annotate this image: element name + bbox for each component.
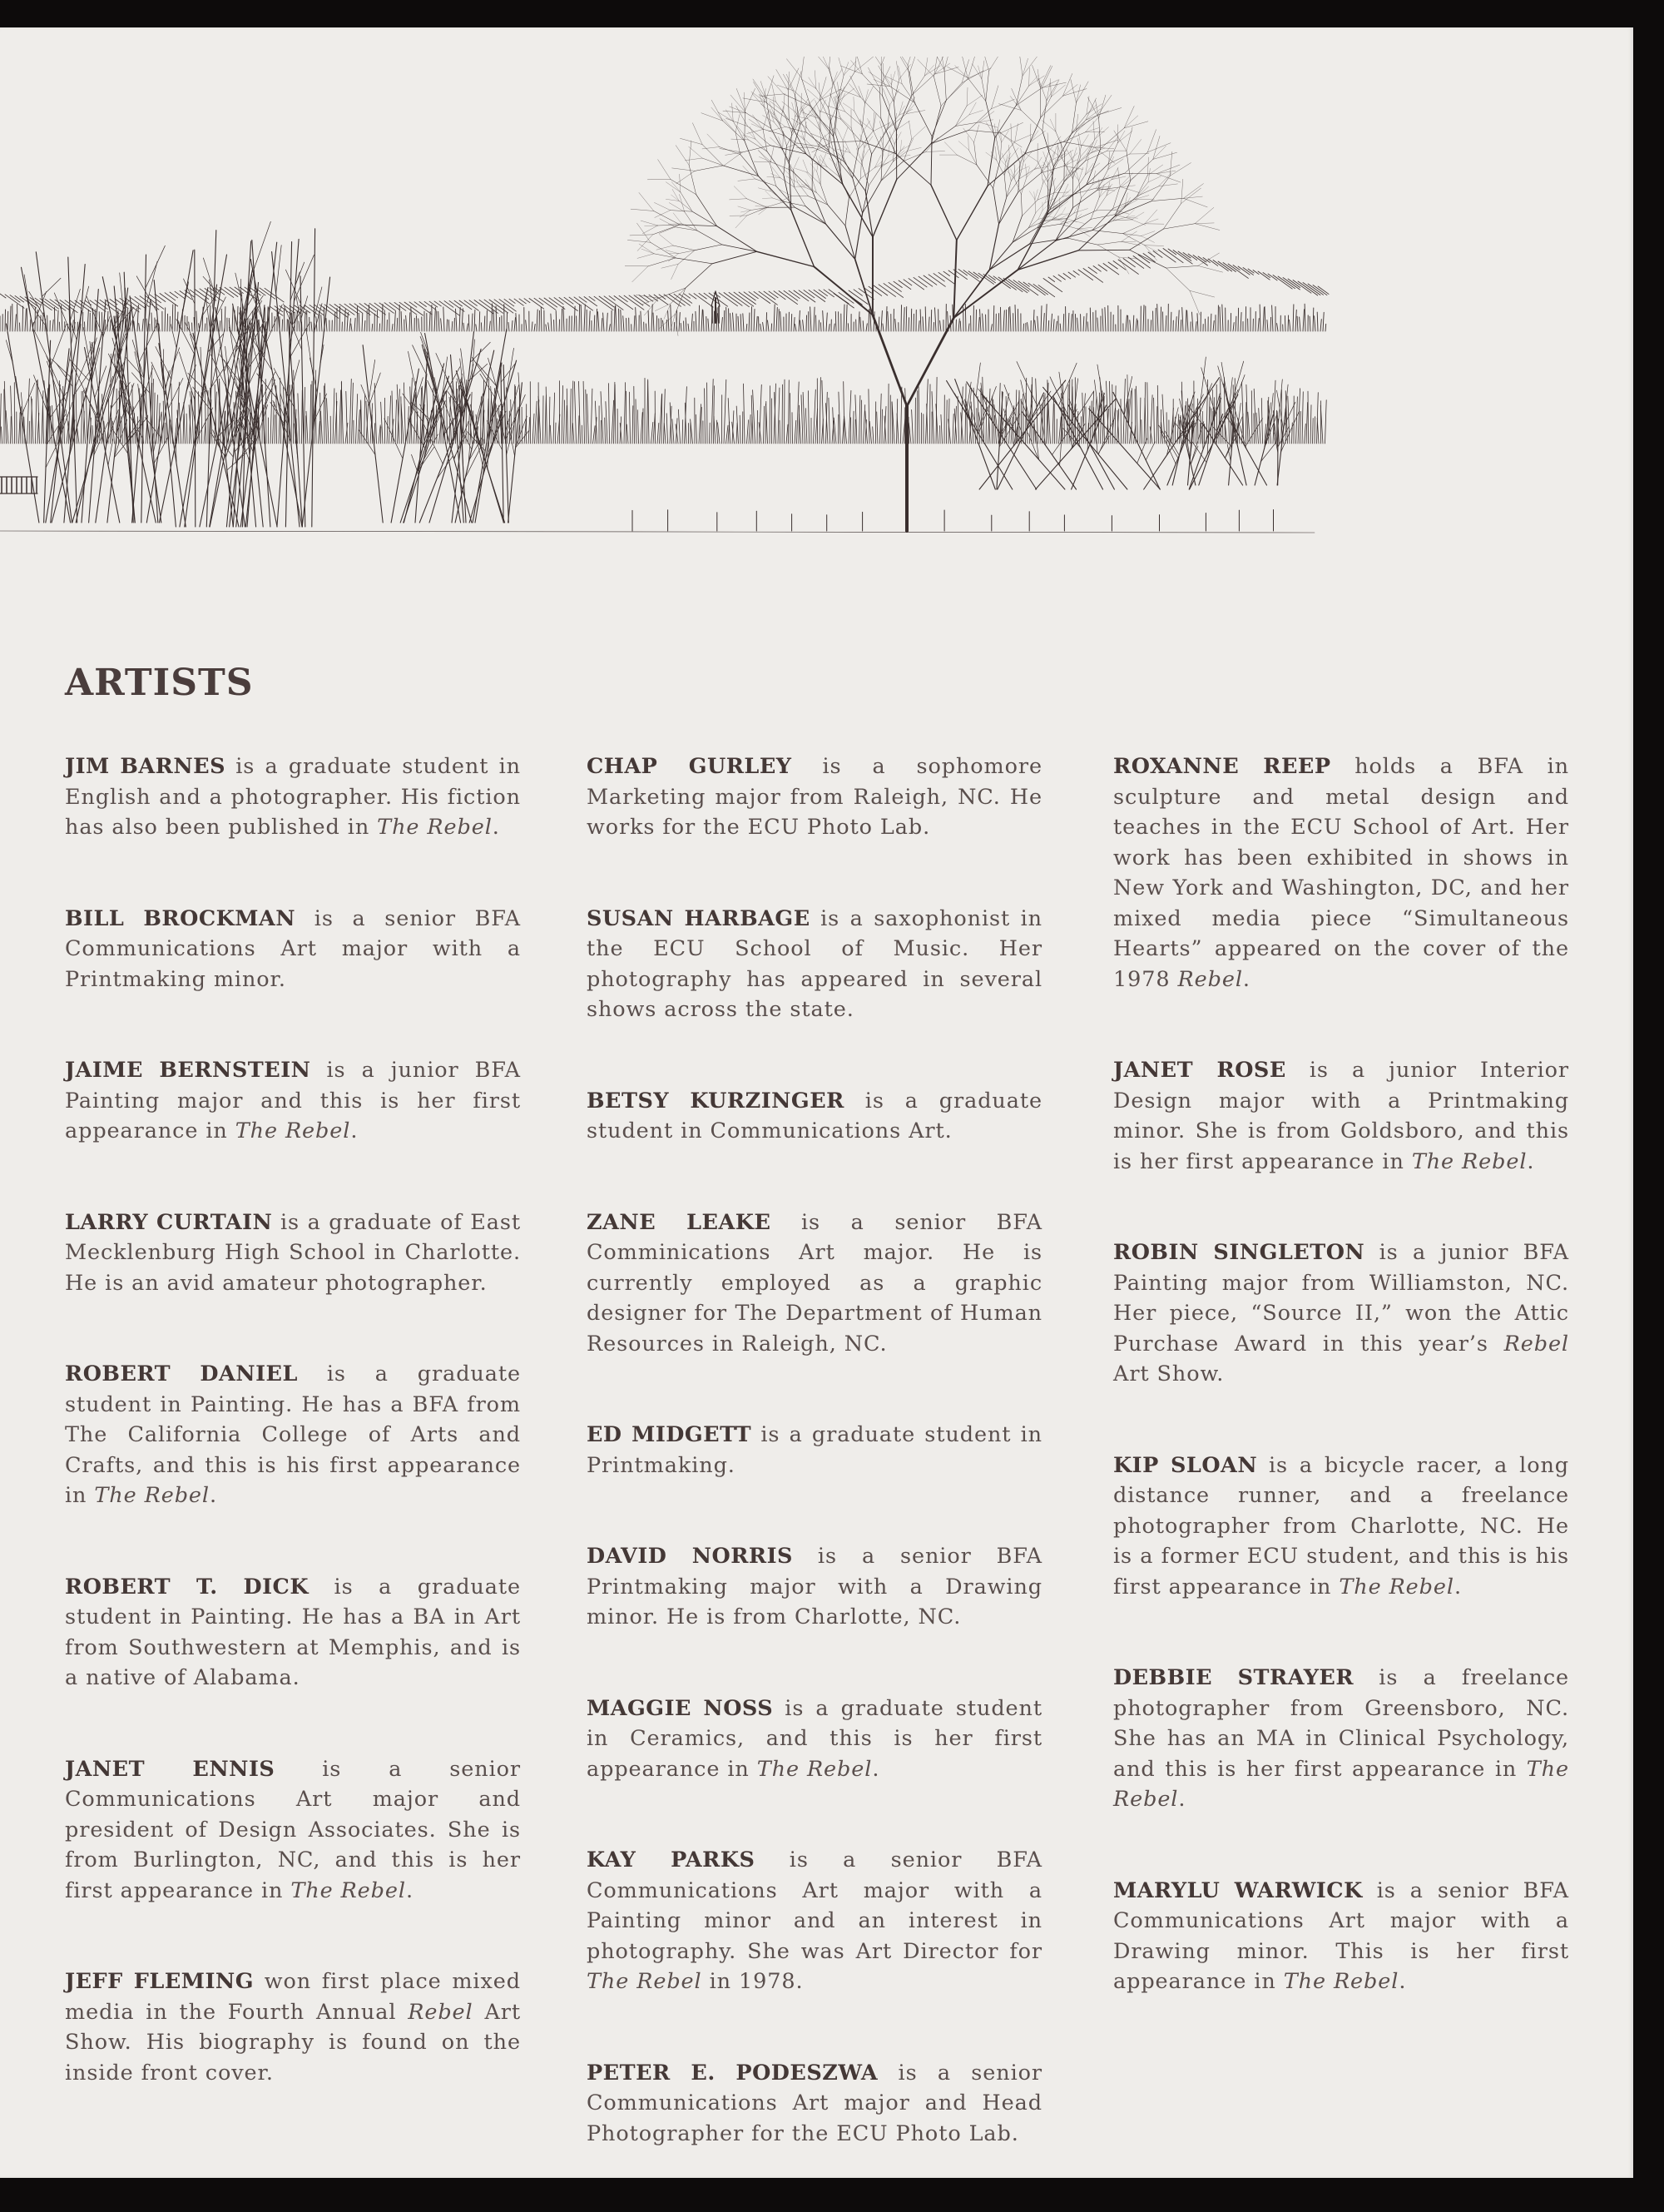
artist-bio-text: . xyxy=(1527,1148,1535,1174)
artist-name: DAVID NORRIS xyxy=(587,1544,793,1569)
artist-entry xyxy=(65,1754,521,1907)
artist-bio-text: is a senior Communications Art major and Head Photographer for the ECU Photo Lab. xyxy=(587,2060,1043,2146)
publication-title: The Rebel xyxy=(1113,1756,1569,1812)
artist-bio-text: is a graduate student in Ceramics, and this is her first appearance in xyxy=(587,1695,1042,1782)
artist-bio-text: . xyxy=(405,1877,414,1903)
artist-entry xyxy=(65,1208,521,1299)
artist-name: ROBERT T. DICK xyxy=(65,1574,310,1599)
artist-name: JAIME BERNSTEIN xyxy=(65,1058,311,1083)
artist-bio-text: is a graduate of East Mecklenburg High School in Charlotte. He is an avid amateur photographer. xyxy=(65,1209,521,1296)
artist-entry xyxy=(1113,1055,1569,1177)
artist-entry xyxy=(587,1694,1042,1785)
artist-entry xyxy=(1113,1237,1569,1390)
artist-entry xyxy=(65,1055,521,1147)
publication-title: The Rebel xyxy=(587,1969,702,1994)
artist-bio-text: Art Show. His biography is found on the inside front cover. xyxy=(65,1999,521,2086)
artist-name: PETER E. PODESZWA xyxy=(587,2060,879,2086)
artist-bio-text: . xyxy=(1399,1969,1407,1994)
artist-bio-text: won first place mixed media in the Fourth Annual xyxy=(65,1969,521,2025)
artist-bio-text: is a sophomore Marketing major from Raleigh, NC. He works for the ECU Photo Lab. xyxy=(587,754,1042,840)
artist-name: JEFF FLEMING xyxy=(65,1969,255,1994)
artist-name: MARYLU WARWICK xyxy=(1113,1877,1363,1903)
publication-title: The Rebel xyxy=(377,815,493,840)
artist-bio-text: is a senior Communications Art major and president of Design Associates. She is from Burlington, NC, and this is her first appearance in xyxy=(65,1756,521,1903)
artist-name: ZANE LEAKE xyxy=(587,1209,771,1235)
artist-name: MAGGIE NOSS xyxy=(587,1695,774,1721)
artist-name: ED MIDGETT xyxy=(587,1422,752,1447)
artist-bio-text: . xyxy=(492,815,500,840)
artist-bio-text: is a junior BFA Painting major and this is her first appearance in xyxy=(65,1058,521,1143)
artist-bio-text: is a graduate student in English and a photographer. His fiction has also been published in xyxy=(65,754,521,840)
publication-title: The Rebel xyxy=(235,1118,351,1143)
artist-column-2 xyxy=(587,751,1042,2210)
artist-bio-text: is a senior BFA Comminications Art major. He is currently employed as a graphic designer for The Department of Human Resources in Raleigh, NC. xyxy=(587,1209,1042,1356)
artist-entry xyxy=(1113,1876,1569,1997)
artist-entry xyxy=(587,1420,1042,1480)
publication-title: Rebel xyxy=(1177,966,1243,992)
artist-name: JANET ENNIS xyxy=(65,1756,275,1782)
artist-bio-text: is a graduate student in Painting. He has a BA in Art from Southwestern at Memphis, and is a native of Alabama. xyxy=(65,1574,521,1690)
artist-entry xyxy=(1113,1663,1569,1815)
artist-entry xyxy=(1113,751,1569,994)
artist-name: BETSY KURZINGER xyxy=(587,1088,844,1113)
artist-entry xyxy=(587,1086,1042,1147)
artist-entry xyxy=(65,904,521,995)
artist-bio-text: . xyxy=(872,1756,880,1782)
page-heading: ARTISTS xyxy=(65,662,254,704)
artist-entry xyxy=(65,1572,521,1694)
artist-name: JANET ROSE xyxy=(1113,1058,1286,1083)
artist-bio-text: . xyxy=(1454,1574,1462,1599)
winter-landscape-illustration xyxy=(0,57,1331,556)
artist-bio-text: is a senior BFA Communications Art major with a Drawing minor. This is her first appearance in xyxy=(1113,1877,1569,1994)
artist-entry xyxy=(587,2058,1042,2150)
publication-title: The Rebel xyxy=(756,1756,873,1782)
publication-title: The Rebel xyxy=(1283,1969,1399,1994)
artist-bio-text: . xyxy=(209,1483,217,1508)
artist-entry xyxy=(1113,1451,1569,1603)
artist-bio-text: is a junior BFA Painting major from Williamston, NC. Her piece, “Source II,” won the Attic Purchase Award in this year’s xyxy=(1113,1240,1569,1356)
artist-bio-text: is a graduate student in Printmaking. xyxy=(587,1422,1043,1478)
artist-bio-text: in 1978. xyxy=(701,1969,804,1994)
magazine-page xyxy=(0,27,1633,2178)
artist-entry xyxy=(587,904,1042,1025)
artist-bio-text: . xyxy=(1242,966,1250,992)
publication-title: The Rebel xyxy=(1339,1574,1454,1599)
artist-bio-text: is a graduate student in Painting. He has a BFA from The California College of Arts and Crafts, and this is his first appearance in xyxy=(65,1361,521,1508)
artist-bio-text: is a freelance photographer from Greensboro, NC. She has an MA in Clinical Psychology, and this is her first appearance in xyxy=(1113,1665,1569,1782)
artist-name: DEBBIE STRAYER xyxy=(1113,1665,1354,1690)
artist-entry xyxy=(65,1966,521,2088)
artist-entry xyxy=(587,1845,1042,1997)
artist-column-1 xyxy=(65,751,521,2149)
artist-bio-text: is a graduate student in Communications Art. xyxy=(587,1088,1042,1143)
publication-title: The Rebel xyxy=(1411,1148,1528,1174)
artist-bio-text: is a junior Interior Design major with a Printmaking minor. She is from Goldsboro, and this is her first appearance in xyxy=(1113,1058,1569,1174)
artist-entry xyxy=(587,1541,1042,1633)
artist-entry xyxy=(65,1359,521,1511)
artist-name: KAY PARKS xyxy=(587,1847,755,1872)
artist-bio-text: holds a BFA in sculpture and metal design and teaches in the ECU School of Art. Her work has been exhibited in shows in New York and Washington, DC, and her mixed media piece “Simultaneous Hearts” appeared on the cover of the 1978 xyxy=(1113,754,1569,992)
artist-bio-text: Art Show. xyxy=(1113,1361,1225,1386)
artist-bio-text: is a senior BFA Communications Art major with a Printmaking minor. xyxy=(65,905,521,992)
artist-name: SUSAN HARBAGE xyxy=(587,905,810,931)
artist-name: ROBIN SINGLETON xyxy=(1113,1240,1365,1265)
artist-bio-text: . xyxy=(1178,1787,1186,1812)
artist-name: CHAP GURLEY xyxy=(587,754,792,779)
artist-bio-text: is a bicycle racer, a long distance runner, and a freelance photographer from Charlotte, NC. He is a former ECU student, and this is his first appearance in xyxy=(1113,1452,1569,1599)
artist-name: KIP SLOAN xyxy=(1113,1452,1258,1478)
artist-name: BILL BROCKMAN xyxy=(65,905,296,931)
artist-entry xyxy=(587,751,1042,843)
artist-bio-text: is a saxophonist in the ECU School of Music. Her photography has appeared in several shows across the state. xyxy=(587,905,1042,1022)
artist-bio-text: is a senior BFA Communications Art major with a Painting minor and an interest in photography. She was Art Director for xyxy=(587,1847,1042,1964)
publication-title: Rebel xyxy=(408,1999,473,2025)
artist-bio-text: . xyxy=(350,1118,359,1143)
artist-bio-text: is a senior BFA Printmaking major with a Drawing minor. He is from Charlotte, NC. xyxy=(587,1544,1043,1629)
artist-name: ROXANNE REEP xyxy=(1113,754,1331,779)
publication-title: The Rebel xyxy=(290,1877,406,1903)
artist-name: ROBERT DANIEL xyxy=(65,1361,298,1386)
artist-column-3 xyxy=(1113,751,1569,2058)
artist-entry xyxy=(587,1208,1042,1360)
publication-title: The Rebel xyxy=(94,1483,210,1508)
artist-name: JIM BARNES xyxy=(65,754,226,779)
artist-name: LARRY CURTAIN xyxy=(65,1209,273,1235)
artist-entry xyxy=(65,751,521,843)
publication-title: Rebel xyxy=(1503,1331,1569,1356)
